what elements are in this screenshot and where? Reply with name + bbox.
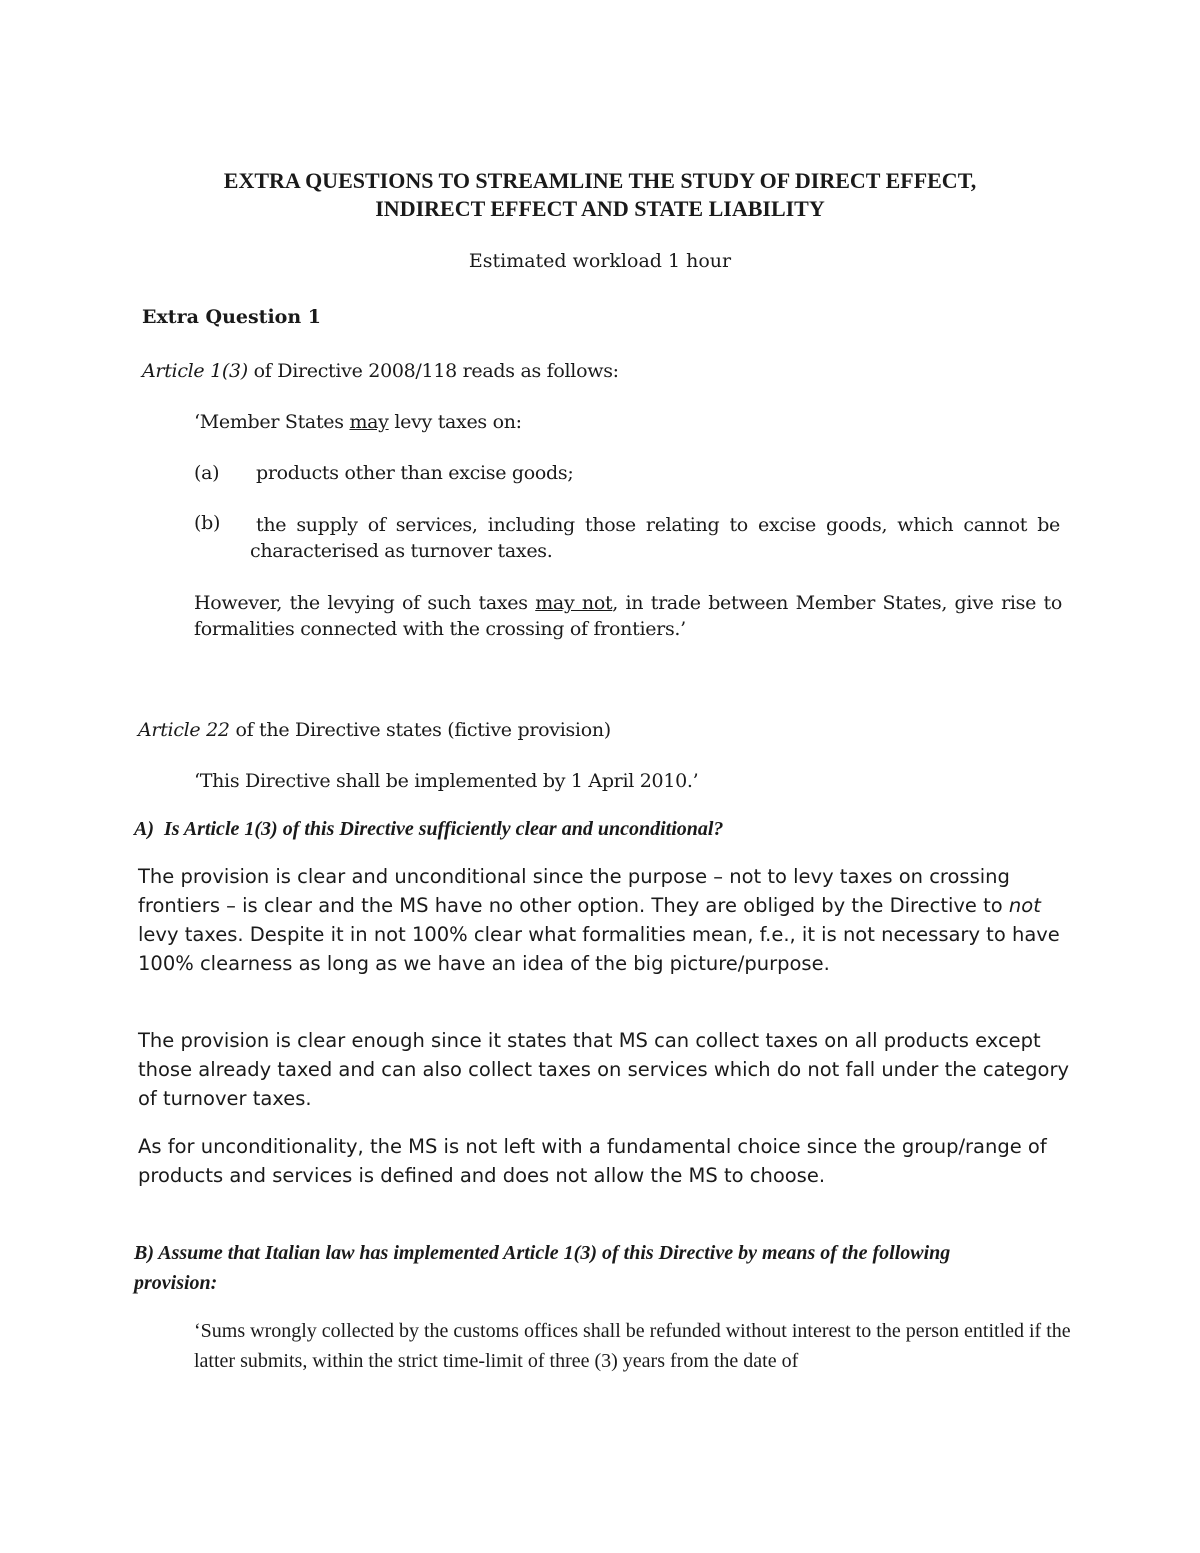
article-22-quote: ‘This Directive shall be implemented by 1 April 2010.’: [194, 770, 699, 792]
extra-question-heading: Extra Question 1: [142, 306, 321, 328]
item-b-text: the supply of services, including those relating to excise goods, which cannot be characterised as turnover taxes.: [250, 514, 1060, 562]
article-1-3-intro-text: of Directive 2008/118 reads as follows:: [247, 360, 619, 382]
article-1-3-intro: [142, 360, 619, 382]
answer-a-p1-emphasis: not: [1008, 894, 1041, 917]
quote-opening-pre: ‘Member States: [194, 411, 350, 433]
however-post: , in trade between Member States, give rise to formalities connected with the crossing of frontiers.’: [194, 592, 1062, 640]
article-1-3-ref: Article 1(3): [142, 360, 248, 382]
document-title-line-2: INDIRECT EFFECT AND STATE LIABILITY: [375, 196, 825, 221]
item-a-label: (a): [194, 462, 220, 484]
document-title-line-1: EXTRA QUESTIONS TO STREAMLINE THE STUDY OF DIRECT EFFECT,: [223, 168, 977, 193]
answer-a-p1-post: levy taxes. Despite it in not 100% clear what formalities mean, f.e., it is not necessary to have 100% clearness as long as we have an idea of the big picture/purpose.: [138, 923, 1060, 975]
question-a: [134, 818, 723, 841]
question-b: B) Assume that Italian law has implemented Article 1(3) of this Directive by means of the following provision:: [134, 1242, 951, 1294]
however-may-not: may not: [535, 592, 613, 614]
question-a-text: Is Article 1(3) of this Directive sufficiently clear and unconditional?: [164, 818, 724, 840]
answer-a-paragraph-2: The provision is clear enough since it states that MS can collect taxes on all products except those already taxed and can also collect taxes on services which do not fall under the category of turnover taxes.: [138, 1029, 1070, 1110]
article-22-intro: [138, 719, 611, 741]
answer-a-p1-pre: The provision is clear and unconditional since the purpose – not to levy taxes on crossing frontiers – is clear and the MS have no other option. They are obliged by the Directive to: [138, 865, 1010, 917]
answer-a-paragraph-1: [138, 862, 1078, 978]
italian-provision-quote: ‘Sums wrongly collected by the customs offices shall be refunded without interest to the person entitled if the latter submits, within the strict time-limit of three (3) years from the date of: [194, 1320, 1071, 1372]
quote-opening: [194, 411, 522, 433]
however-paragraph: [194, 590, 1062, 642]
article-22-intro-text: of the Directive states (fictive provision): [229, 719, 611, 741]
estimated-workload: Estimated workload 1 hour: [468, 250, 732, 272]
however-pre: However, the levying of such taxes: [194, 592, 536, 614]
item-b-label: (b): [194, 512, 221, 534]
quote-may: may: [349, 411, 389, 433]
quote-opening-post: levy taxes on:: [388, 411, 522, 433]
answer-a-paragraph-3: As for unconditionality, the MS is not left with a fundamental choice since the group/range of products and services is defined and does not allow the MS to choose.: [138, 1135, 1047, 1187]
question-a-label: A): [134, 818, 154, 840]
item-a-text: products other than excise goods;: [256, 462, 574, 484]
article-22-ref: Article 22: [138, 719, 230, 741]
